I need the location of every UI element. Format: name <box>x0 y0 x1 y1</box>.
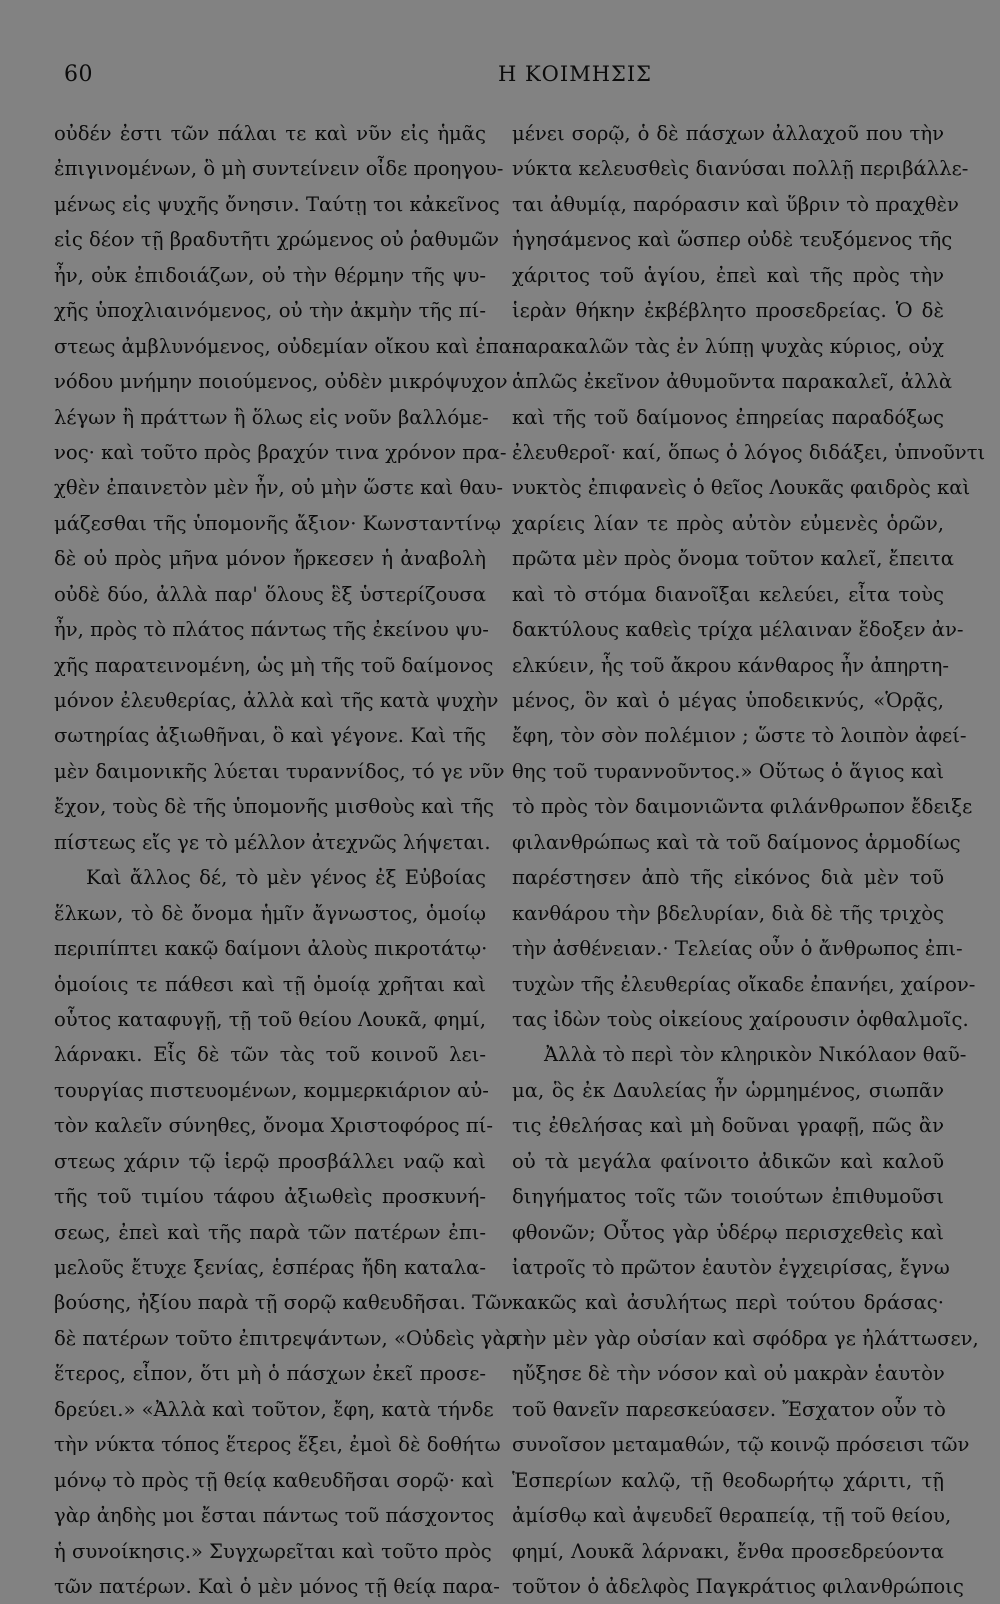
text-line: τὸν καλεῖν σύνηθες, ὄνομα Χριστοφόρος πί- <box>54 1114 494 1138</box>
page-number: 60 <box>64 62 93 87</box>
text-line: παρακαλῶν τὰς ἐν λύπῃ ψυχὰς κύριος, οὐχ <box>512 334 944 358</box>
text-line: κακῶς καὶ ἀσυλήτως περὶ τούτου δράσας· <box>512 1291 944 1315</box>
text-line: στεως ἀμβλυνόμενος, οὐδεμίαν οἴκου καὶ ἐπα- <box>54 334 519 358</box>
text-line: τὴν μὲν γὰρ οὐσίαν καὶ σφόδρα γε ἠλάττωσεν, <box>512 1326 979 1350</box>
text-line: οὐ τὰ μεγάλα φαίνοιτο ἀδικῶν καὶ καλοῦ <box>512 1149 944 1173</box>
text-line: τῆς τοῦ τιμίου τάφου ἀξιωθεὶς προσκυνή- <box>54 1185 486 1209</box>
text-line: δὲ οὐ πρὸς μῆνα μόνον ἤρκεσεν ἡ ἀναβολὴ <box>54 547 486 571</box>
text-line: λέγων ἢ πράττων ἢ ὅλως εἰς νοῦν βαλλόμε- <box>54 405 489 429</box>
text-line: Ἀλλὰ τὸ περὶ τὸν κληρικὸν Νικόλαον θαῦ- <box>544 1043 967 1067</box>
text-line: ἰατροῖς τὸ πρῶτον ἑαυτὸν ἐγχειρίσας, ἔγνω <box>512 1256 950 1279</box>
text-line: Καὶ ἄλλος δέ, τὸ μὲν γένος ἐξ Εὐβοίας <box>86 866 486 890</box>
text-line: μόνῳ τὸ πρὸς τῇ θείᾳ καθευδῆσαι σορῷ· καὶ <box>54 1468 495 1492</box>
text-line: στεως χάριν τῷ ἱερῷ προσβάλλει ναῷ καὶ <box>54 1149 486 1173</box>
text-line: οὐδέν ἐστι τῶν πάλαι τε καὶ νῦν εἰς ἡμᾶς <box>54 122 486 145</box>
right-text-column <box>512 116 986 1604</box>
left-text-column <box>54 116 519 1604</box>
text-line: μένει σορῷ, ὁ δὲ πάσχων ἀλλαχοῦ που τὴν <box>512 122 944 145</box>
text-line: πίστεως εἴς γε τὸ μέλλον ἀτεχνῶς λήψεται. <box>54 830 491 854</box>
text-line: περιπίπτει κακῷ δαίμονι ἀλοὺς πικροτάτῳ· <box>54 937 488 961</box>
text-line: μένος, ὃν καὶ ὁ μέγας ὑποδεικνύς, «Ὁρᾷς, <box>512 689 944 712</box>
text-line: καὶ τῆς τοῦ δαίμονος ἐπηρείας παραδόξως <box>512 405 944 429</box>
text-line: βούσης, ἠξίου παρὰ τῇ σορῷ καθευδῆσαι. Τῶν <box>54 1291 514 1315</box>
text-line: σωτηρίας ἀξιωθῆναι, ὃ καὶ γέγονε. Καὶ τῆς <box>54 724 486 748</box>
text-line: Ἑσπερίων καλῷ, τῇ θεοδωρήτῳ χάριτι, τῇ <box>512 1468 944 1492</box>
text-line: χῆς παρατεινομένη, ὡς μὴ τῆς τοῦ δαίμονος <box>54 653 494 677</box>
text-line: ἡγησάμενος καὶ ὥσπερ οὐδὲ τευξόμενος τῆς <box>512 228 953 252</box>
text-line: χθὲν ἐπαινετὸν μὲν ἦν, οὐ μὴν ὥστε καὶ θαυ- <box>54 476 504 500</box>
text-line: ηὔξησε δὲ τὴν νόσον καὶ οὐ μακρὰν ἑαυτὸν <box>512 1362 945 1386</box>
text-line: τοῦτον ὁ ἀδελφὸς Παγκράτιος φιλανθρώποις <box>512 1574 964 1598</box>
text-line: χαρίεις λίαν τε πρὸς αὐτὸν εὐμενὲς ὁρῶν, <box>512 511 944 535</box>
text-line: διηγήματος τοῖς τῶν τοιούτων ἐπιθυμοῦσι <box>512 1185 944 1209</box>
text-line: μόνον ἐλευθερίας, ἀλλὰ καὶ τῆς κατὰ ψυχὴν <box>54 689 499 712</box>
text-line: συνοῖσον μεταμαθών, τῷ κοινῷ πρόσεισι τῶν <box>512 1433 970 1457</box>
text-line: δακτύλους καθεὶς τρίχα μέλαιναν ἔδοξεν ἀν- <box>512 618 964 642</box>
text-line: τῶν πατέρων. Καὶ ὁ μὲν μόνος τῇ θείᾳ παρα- <box>54 1574 500 1598</box>
text-line: τὸ πρὸς τὸν δαιμονιῶντα φιλάνθρωπον ἔδειξε <box>512 795 973 819</box>
text-line: δρεύει.» «Ἀλλὰ καὶ τοῦτον, ἔφη, κατὰ τήνδε <box>54 1397 494 1421</box>
text-line: ὁμοίοις τε πάθεσι καὶ τῇ ὁμοίᾳ χρῆται καὶ <box>54 972 486 996</box>
text-line: ἀμίσθῳ καὶ ἀψευδεῖ θεραπείᾳ, τῇ τοῦ θείου, <box>512 1504 952 1528</box>
text-line: φιλανθρώπως καὶ τὰ τοῦ δαίμονος ἁρμοδίως <box>512 830 961 854</box>
text-line: ἦν, οὐκ ἐπιδοιάζων, οὐ τὴν θέρμην τῆς ψυ- <box>54 263 486 287</box>
text-line: εἰς δέον τῇ βραδυτῆτι χρώμενος οὐ ῥαθυμῶν <box>54 228 500 252</box>
text-line: θης τοῦ τυραννοῦντος.» Οὕτως ὁ ἅγιος καὶ <box>512 759 944 783</box>
text-line: ἡ συνοίκησις.» Συγχωρεῖται καὶ τοῦτο πρὸς <box>54 1539 492 1563</box>
text-line: νυκτὸς ἐπιφανεὶς ὁ θεῖος Λουκᾶς φαιδρὸς καὶ <box>512 476 971 500</box>
text-line: νος· καὶ τοῦτο πρὸς βραχύν τινα χρόνον πρα- <box>54 440 507 464</box>
text-line: μελοῦς ἔτυχε ξενίας, ἑσπέρας ἤδη καταλα- <box>54 1256 486 1279</box>
text-line: χάριτος τοῦ ἁγίου, ἐπεὶ καὶ τῆς πρὸς τὴν <box>512 263 944 287</box>
text-line: μα, ὃς ἐκ Δαυλείας ἦν ὡρμημένος, σιωπᾶν <box>512 1078 944 1102</box>
text-line: οὗτος καταφυγῇ, τῇ τοῦ θείου Λουκᾶ, φημί, <box>54 1007 486 1031</box>
running-title: Η ΚΟΙΜΗΣΙΣ <box>498 62 652 86</box>
text-line: νόδου μνήμην ποιούμενος, οὐδὲν μικρόψυχον <box>54 370 508 394</box>
text-line: πρῶτα μὲν πρὸς ὄνομα τοῦτον καλεῖ, ἔπειτα <box>512 547 954 571</box>
text-line: τὴν νύκτα τόπος ἕτερος ἕξει, ἐμοὶ δὲ δοθήτω <box>54 1433 501 1457</box>
text-line: μάζεσθαι τῆς ὑπομονῆς ἄξιον· Κωνσταντίνῳ <box>54 511 501 535</box>
text-line: μὲν δαιμονικῆς λύεται τυραννίδος, τό γε νῦν <box>54 759 505 783</box>
text-line: ται ἀθυμίᾳ, παρόρασιν καὶ ὕβριν τὸ πραχθὲν <box>512 192 959 216</box>
text-line: γὰρ ἀηδὴς μοι ἔσται πάντως τοῦ πάσχοντος <box>54 1504 495 1528</box>
text-line: δὲ πατέρων τοῦτο ἐπιτρεψάντων, «Οὐδεὶς γὰρ <box>54 1326 518 1350</box>
text-line: ἐλευθεροῖ· καί, ὅπως ὁ λόγος διδάξει, ὑπνοῦντι <box>512 440 986 464</box>
text-line: ἁπλῶς ἐκεῖνον ἀθυμοῦντα παρακαλεῖ, ἀλλὰ <box>512 370 953 394</box>
text-line: καὶ τὸ στόμα διανοῖξαι κελεύει, εἶτα τοὺς <box>512 582 944 606</box>
text-line: ἕλκων, τὸ δὲ ὄνομα ἡμῖν ἄγνωστος, ὁμοίῳ <box>54 901 486 925</box>
text-line: σεως, ἐπεὶ καὶ τῆς παρὰ τῶν πατέρων ἐπι- <box>54 1220 486 1244</box>
page-header <box>64 62 944 102</box>
text-line: κανθάρου τὴν βδελυρίαν, διὰ δὲ τῆς τριχὸς <box>512 901 944 925</box>
text-line: ἱερὰν θήκην ἐκβέβλητο προσεδρείας. Ὁ δὲ <box>512 299 944 323</box>
text-line: τοῦ θανεῖν παρεσκεύασεν. Ἔσχατον οὖν τὸ <box>512 1397 946 1421</box>
text-line: λάρνακι. Εἷς δὲ τῶν τὰς τοῦ κοινοῦ λει- <box>54 1043 486 1067</box>
text-line: ἔφη, τὸν σὸν πολέμιον ; ὥστε τὸ λοιπὸν ἀφεί- <box>512 724 967 748</box>
text-line: οὐδὲ δύο, ἀλλὰ παρ' ὅλους ἓξ ὑστερίζουσα <box>54 582 486 606</box>
text-line: τὴν ἀσθένειαν.· Τελείας οὖν ὁ ἄνθρωπος ἐπι- <box>512 937 963 961</box>
text-line: φημί, Λουκᾶ λάρνακι, ἔνθα προσεδρεύοντα <box>512 1539 944 1563</box>
text-line: τας ἰδὼν τοὺς οἰκείους χαίρουσιν ὀφθαλμοῖς. <box>512 1007 969 1031</box>
text-line: ἕτερος, εἶπον, ὅτι μὴ ὁ πάσχων ἐκεῖ προσε- <box>54 1362 486 1386</box>
text-line: μένως εἰς ψυχῆς ὄνησιν. Ταύτῃ τοι κἀκεῖνος <box>54 192 500 216</box>
text-line: ἔχον, τοὺς δὲ τῆς ὑπομονῆς μισθοὺς καὶ τῆς <box>54 795 495 819</box>
text-line: τυχὼν τῆς ἐλευθερίας οἴκαδε ἐπανήει, χαίρον- <box>512 972 976 996</box>
text-line: φθονῶν; Οὗτος γὰρ ὑδέρῳ περισχεθεὶς καὶ <box>512 1220 944 1244</box>
text-line: ἦν, πρὸς τὸ πλάτος πάντως τῆς ἐκείνου ψυ- <box>54 618 489 642</box>
text-line: τις ἐθελήσας καὶ μὴ δοῦναι γραφῇ, πῶς ἂν <box>512 1114 944 1138</box>
text-line: ἐπιγινομένων, ὃ μὴ συντείνειν οἶδε προηγου- <box>54 157 504 181</box>
text-line: νύκτα κελευσθεὶς διανύσαι πολλῇ περιβάλλε- <box>512 157 969 181</box>
text-line: ελκύειν, ἧς τοῦ ἄκρου κάνθαρος ἦν ἀπηρτη- <box>512 653 949 677</box>
text-line: παρέστησεν ἀπὸ τῆς εἰκόνος διὰ μὲν τοῦ <box>512 866 944 890</box>
text-line: τουργίας πιστευομένων, κομμερκιάριον αὐ- <box>54 1078 489 1102</box>
text-line: χῆς ὑποχλιαινόμενος, οὐ τὴν ἀκμὴν τῆς πί- <box>54 299 486 323</box>
